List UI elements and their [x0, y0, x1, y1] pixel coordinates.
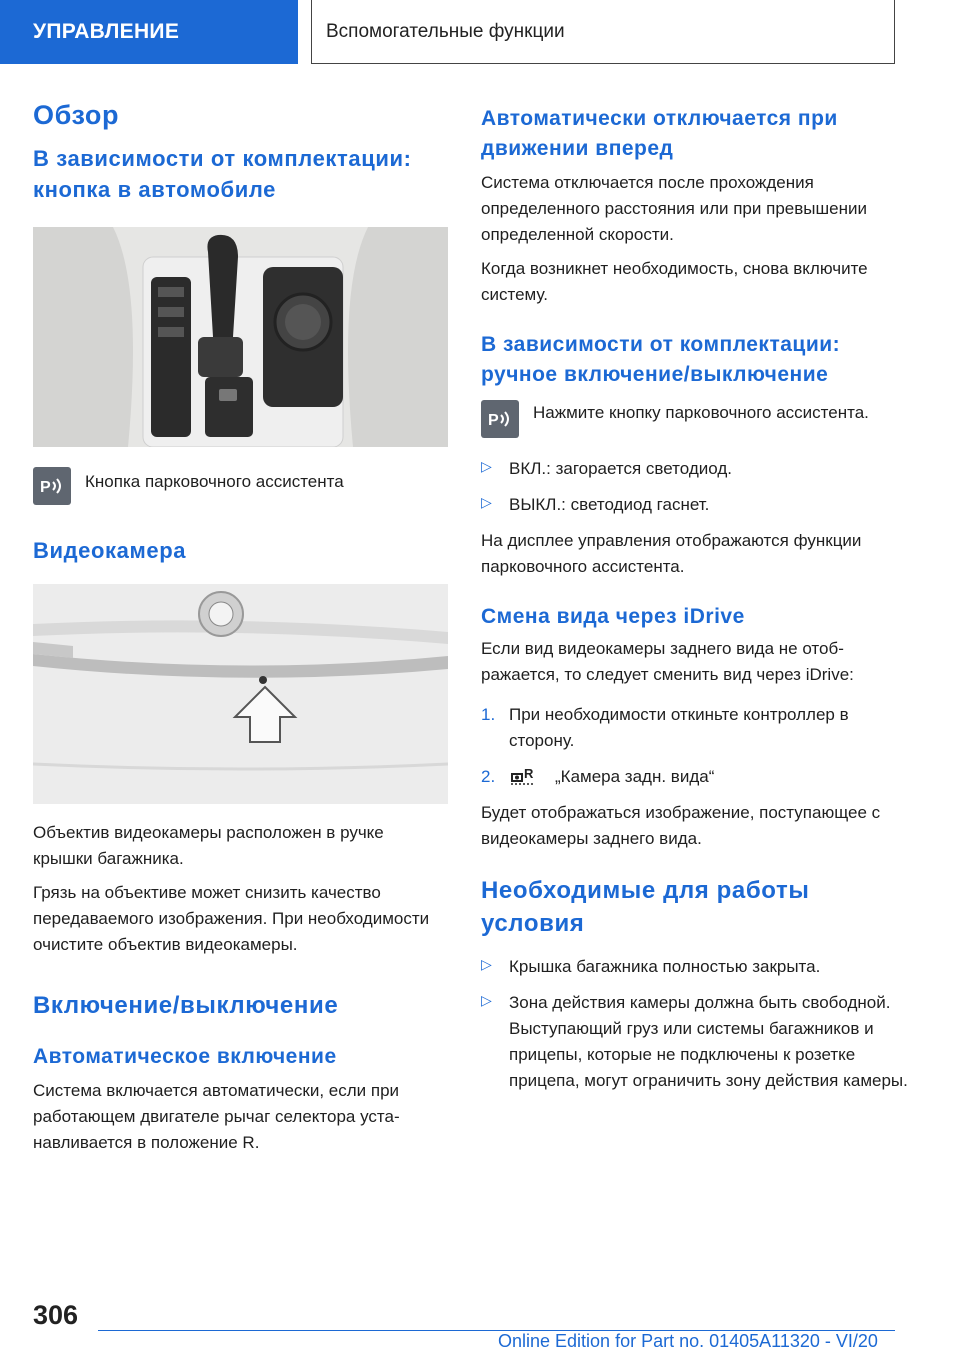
- auto-off-text-2: Когда возникнет необходимость, снова включите систему.: [481, 259, 868, 304]
- svg-text:P: P: [40, 479, 51, 496]
- triangle-bullet-icon: ▷: [481, 458, 492, 474]
- manual-display-text: На дисплее управления отображаются функции парковочного ассистента.: [481, 531, 862, 576]
- list-item: [481, 954, 911, 980]
- console-illustration: [33, 227, 448, 447]
- section-tab: УПРАВЛЕНИЕ: [0, 0, 298, 64]
- list-item-text: Зона действия камеры должна быть свободной. Выступающий груз или системы багажников и прицепы, которые не подключены к розетке прицепа, могут ограничить зону действия камеры.: [509, 993, 908, 1090]
- auto-on-text: Система включается автоматически, если при работающем двигателе рычаг селектора устанавливается в положение R.: [33, 1081, 400, 1152]
- button-subtitle: В зависимости от комплектации: кнопка в автомобиле: [33, 146, 412, 202]
- idrive-text: Если вид видеокамеры заднего вида не отображается, то следует сменить вид через iDrive:: [481, 639, 854, 684]
- list-item: [481, 456, 911, 482]
- right-column: [481, 92, 911, 1094]
- list-item: [481, 764, 911, 790]
- camera-text-2: Грязь на объективе может снизить качество передаваемого изображения. При необходимости очистите объектив видеокамеры.: [33, 883, 430, 954]
- auto-off-text-1: Система отключается после прохождения определенного расстояния или при превышении определенной скорости.: [481, 173, 867, 244]
- camera-title: Видеокамера: [33, 538, 187, 563]
- trunk-illustration: [33, 584, 448, 804]
- step-text: „Камера задн. вида“: [555, 767, 715, 786]
- park-assist-icon: [33, 467, 71, 505]
- svg-text:P: P: [488, 412, 499, 429]
- triangle-bullet-icon: ▷: [481, 992, 492, 1008]
- triangle-bullet-icon: ▷: [481, 956, 492, 972]
- camera-text-1: Объектив видеокамеры расположен в ручке крышки багажника.: [33, 823, 384, 868]
- chapter-header: Вспомогательные функции: [311, 0, 895, 64]
- list-item: [481, 990, 911, 1094]
- manual-instruction: Нажмите кнопку парковочного ассистента.: [533, 403, 869, 422]
- list-item-text: ВЫКЛ.: светодиод гаснет.: [509, 495, 710, 514]
- manual-instruction-row: [481, 400, 911, 438]
- list-item-text: ВКЛ.: загорается светодиод.: [509, 459, 732, 478]
- list-item: [481, 702, 911, 754]
- page-number: 306: [33, 1300, 79, 1330]
- auto-off-title: Автоматически отключается при движении вперед: [481, 107, 838, 160]
- trunk-photo: [33, 584, 448, 804]
- svg-text:R: R: [524, 766, 534, 781]
- park-assist-caption: Кнопка парковочного ассистента: [85, 472, 344, 491]
- list-item: [481, 492, 911, 518]
- auto-on-title: Автоматическое включение: [33, 1045, 337, 1068]
- console-photo: [33, 227, 448, 447]
- step-number: 1.: [481, 705, 496, 724]
- left-column: [33, 92, 448, 1156]
- step-number: 2.: [481, 767, 496, 786]
- rear-camera-icon: [509, 764, 539, 788]
- park-assist-icon: [481, 400, 519, 438]
- idrive-result: Будет отображаться изображение, поступающее с видеокамеры заднего вида.: [481, 803, 881, 848]
- park-assist-caption-row: [33, 467, 448, 505]
- manual-title: В зависимости от комплектации: ручное включение/выключение: [481, 333, 841, 386]
- list-item-text: Крышка багажника полностью закрыта.: [509, 957, 821, 976]
- conditions-title: Необходимые для работы условия: [481, 877, 810, 937]
- triangle-bullet-icon: ▷: [481, 494, 492, 510]
- idrive-title: Смена вида через iDrive: [481, 605, 745, 628]
- onoff-title: Включение/выключение: [33, 992, 339, 1019]
- overview-title: Обзор: [33, 100, 120, 130]
- step-text: При необходимости откиньте контроллер в сторону.: [509, 705, 849, 750]
- edition-footer: Online Edition for Part no. 01405A11320 - VI/20: [498, 1331, 878, 1351]
